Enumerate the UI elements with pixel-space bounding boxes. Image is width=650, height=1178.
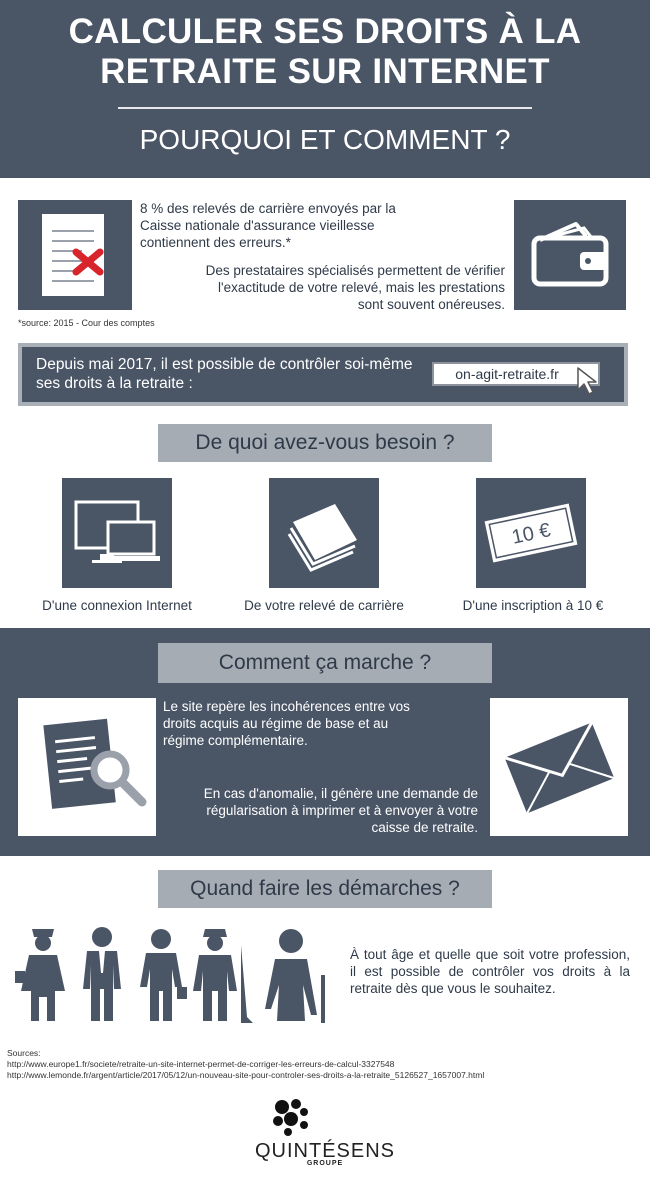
- sources-block: [7, 1048, 647, 1081]
- how-heading: Comment ça marche ?: [158, 643, 492, 683]
- stat-text: 8 % des relevés de carrière envoyés par la Caisse nationale d'assurance vieillesse contiennent des erreurs.*: [140, 201, 396, 250]
- needs-caption-statement: De votre relevé de carrière: [244, 598, 404, 613]
- logo-name: QUINTÉSENS: [254, 1140, 396, 1162]
- banknote-icon-box: [476, 478, 586, 588]
- elderly-person-icon: [265, 929, 325, 1023]
- page-title: [0, 12, 650, 92]
- computer-icon: [62, 478, 172, 588]
- people-icons: [15, 925, 335, 1025]
- envelope-icon: [490, 698, 628, 836]
- provider-text: Des prestataires spécialisés permettent de vérifier l'exactitude de votre relevé, mais les prestations sont souvent onéreuses.: [205, 263, 505, 312]
- wallet-icon: [514, 200, 626, 310]
- worker-briefcase-icon: [140, 929, 187, 1021]
- document-error-icon: [18, 200, 132, 310]
- logo-subtitle: GROUPE: [306, 1160, 344, 1167]
- businessman-icon: [83, 927, 121, 1021]
- source-note: *source: 2015 - Cour des comptes: [18, 318, 155, 328]
- logo-mark: [268, 1097, 312, 1139]
- needs-caption-registration: D'une inscription à 10 €: [462, 598, 604, 613]
- banknote-icon: [476, 478, 586, 588]
- wallet-icon-box: [514, 200, 626, 310]
- nurse-icon: [15, 929, 65, 1021]
- papers-icon: [269, 478, 379, 588]
- svg-text:10 €: 10 €: [509, 519, 553, 549]
- search-document-icon: [18, 698, 156, 836]
- how-text-1: Le site repère les incohérences entre vos droits acquis au régime de base et au régime complémentaire.: [163, 699, 410, 748]
- cursor-icon: [574, 366, 600, 396]
- when-text: À tout âge et quelle que soit votre profession, il est possible de contrôler vos droits à la retraite dès que vous le souhaitez.: [350, 947, 630, 996]
- computer-icon-box: [62, 478, 172, 588]
- sources-label: Sources:: [7, 1048, 41, 1058]
- needs-caption-internet: D'une connexion Internet: [42, 598, 192, 613]
- envelope-icon-box: [490, 698, 628, 836]
- technician-icon: [193, 929, 253, 1023]
- source-link-2[interactable]: http://www.lemonde.fr/argent/article/2017/05/12/un-nouveau-site-pour-controler-ses-droits-a-la-retraite_5126527_1657007.html: [7, 1070, 485, 1080]
- page-subtitle: POURQUOI ET COMMENT ?: [139, 124, 511, 155]
- website-link[interactable]: on-agit-retraite.fr: [432, 362, 600, 386]
- search-document-icon-box: [18, 698, 156, 836]
- banner-text: Depuis mai 2017, il est possible de contrôler soi-même ses droits à la retraite :: [36, 356, 413, 392]
- title-divider: [118, 107, 532, 109]
- how-text-2: En cas d'anomalie, il génère une demande de régularisation à imprimer et à envoyer à votre caisse de retraite.: [203, 786, 478, 835]
- papers-icon-box: [269, 478, 379, 588]
- document-error-icon-box: [18, 200, 132, 310]
- title-line-1: CALCULER SES DROITS À LA: [68, 12, 582, 51]
- source-link-1[interactable]: http://www.europe1.fr/societe/retraite-un-site-internet-permet-de-corriger-les-erreurs-de-calcul-3327548: [7, 1059, 395, 1069]
- needs-heading: De quoi avez-vous besoin ?: [158, 424, 492, 462]
- title-line-2: RETRAITE SUR INTERNET: [100, 52, 550, 91]
- when-heading: Quand faire les démarches ?: [158, 870, 492, 908]
